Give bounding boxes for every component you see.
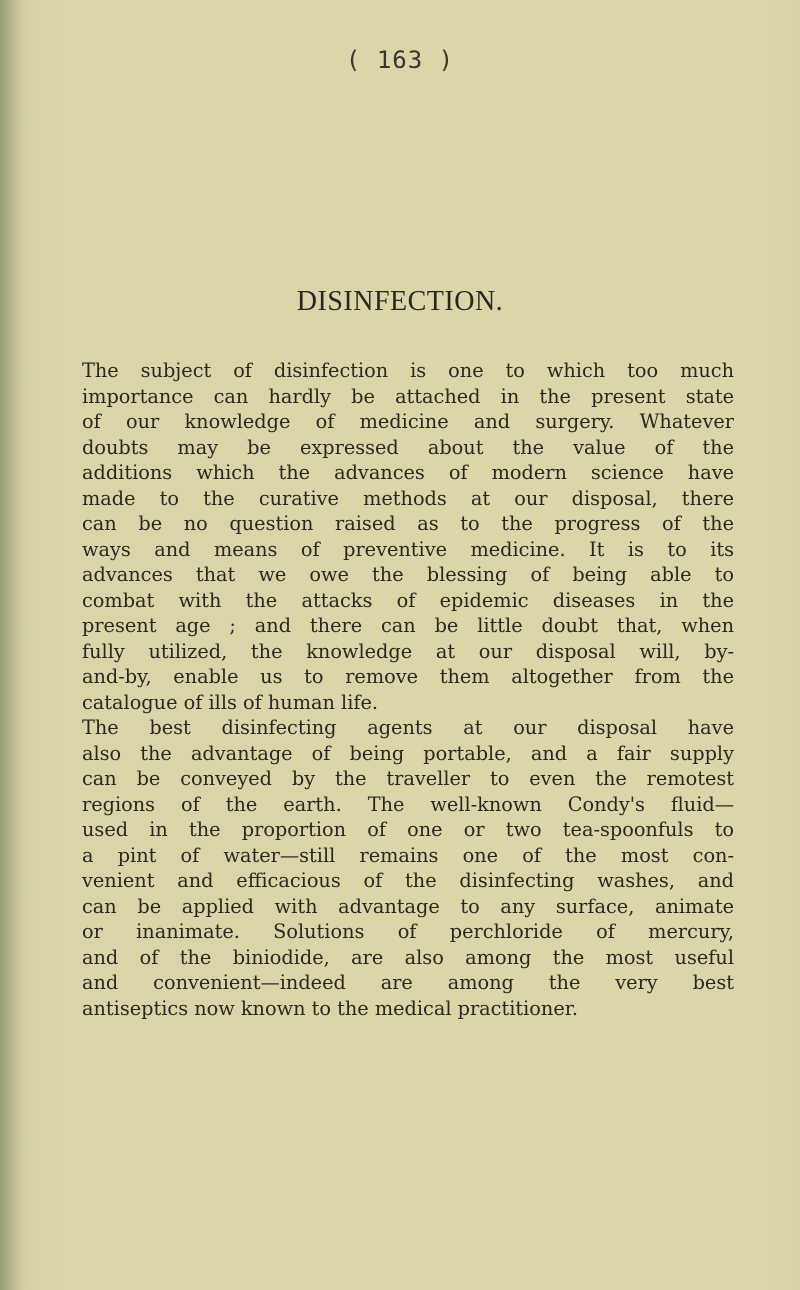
text-line: ways and means of preventive medicine. It is to its bbox=[82, 537, 734, 561]
text-line: The best disinfecting agents at our disposal have bbox=[82, 716, 734, 739]
text-line: or inanimate. Solutions of perchloride of mercury, bbox=[82, 920, 734, 943]
text-line: can be no question raised as to the progress of the bbox=[82, 512, 734, 535]
body-text bbox=[82, 358, 734, 1021]
text-line: made to the curative methods at our disposal, there bbox=[82, 486, 734, 510]
text-line: can be applied with advantage to any surface, animate bbox=[82, 894, 734, 918]
text-line: of our knowledge of medicine and surgery. Whatever bbox=[82, 410, 734, 433]
text-line: doubts may be expressed about the value of the bbox=[82, 435, 734, 459]
text-line: antiseptics now known to the medical practitioner. bbox=[82, 996, 578, 1020]
text-line: present age ; and there can be little doubt that, when bbox=[82, 614, 734, 637]
text-line: a pint of water—still remains one of the most con- bbox=[82, 843, 734, 867]
text-line: venient and efficacious of the disinfecting washes, and bbox=[82, 869, 734, 892]
text-line: importance can hardly be attached in the present state bbox=[82, 384, 734, 408]
text-line: used in the proportion of one or two tea-spoonfuls to bbox=[82, 818, 734, 841]
text-line: additions which the advances of modern science have bbox=[82, 461, 734, 484]
text-line: and convenient—indeed are among the very best bbox=[82, 971, 734, 994]
text-line: regions of the earth. The well-known Condy's fluid— bbox=[82, 792, 734, 816]
chapter-title: DISINFECTION. bbox=[296, 286, 504, 317]
text-line: fully utilized, the knowledge at our disposal will, by- bbox=[82, 639, 734, 663]
text-line: can be conveyed by the traveller to even the remotest bbox=[82, 767, 734, 790]
binding-shadow bbox=[0, 0, 22, 1290]
text-line: The subject of disinfection is one to which too much bbox=[82, 359, 734, 382]
text-line: combat with the attacks of epidemic diseases in the bbox=[82, 588, 734, 612]
page-number: ( 163 ) bbox=[345, 46, 455, 74]
text-line: also the advantage of being portable, and a fair supply bbox=[82, 741, 734, 765]
text-line: catalogue of ills of human life. bbox=[82, 690, 379, 714]
text-line: advances that we owe the blessing of being able to bbox=[82, 563, 734, 586]
text-line: and of the biniodide, are also among the most useful bbox=[82, 945, 734, 969]
text-line: and-by, enable us to remove them altogether from the bbox=[82, 665, 734, 688]
